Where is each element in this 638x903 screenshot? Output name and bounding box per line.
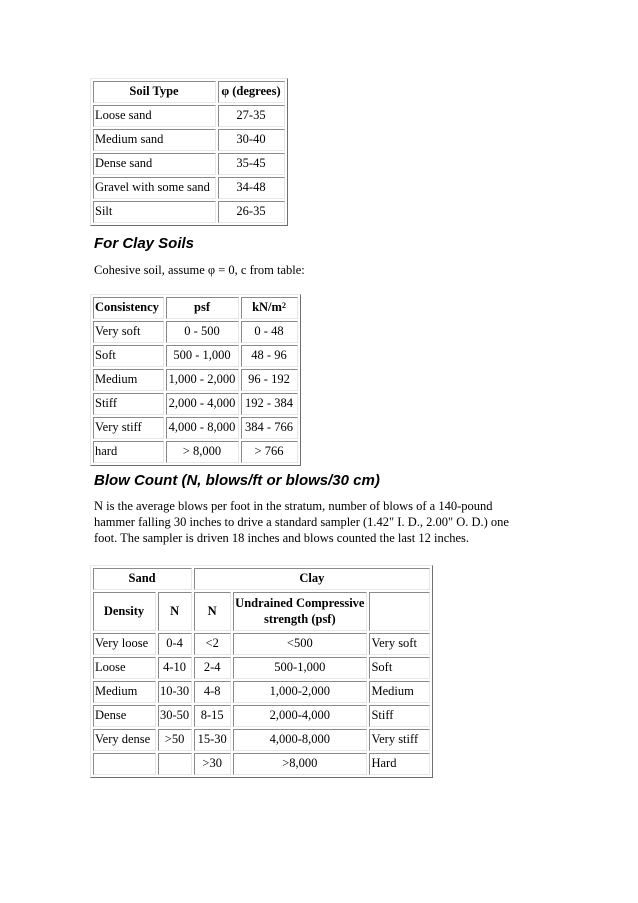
consistency-cell: Stiff [93, 393, 164, 415]
phi-cell: 26-35 [218, 201, 285, 223]
phi-cell: 34-48 [218, 177, 285, 199]
consistency-cell: hard [93, 441, 164, 463]
header-undrained-strength: Undrained Compressive strength (psf) [233, 592, 367, 631]
strength-cell: 500-1,000 [233, 657, 367, 679]
kn-cell: 0 - 48 [241, 321, 298, 343]
blow-count-line-1: N is the average blows per foot in the stratum, number of blows of a 140-pound [94, 499, 493, 513]
blow-count-paragraph [94, 498, 564, 546]
strength-cell: 1,000-2,000 [233, 681, 367, 703]
header-n-sand: N [158, 592, 192, 631]
soil-type-cell: Dense sand [93, 153, 216, 175]
superscript-2: 2 [281, 301, 286, 310]
density-cell [93, 753, 156, 775]
header-kn-m2: $kN/m^2$ [241, 297, 298, 319]
header-consistency: Consistency [93, 297, 164, 319]
strength-cell: 4,000-8,000 [233, 729, 367, 751]
clay-consistency-cell: Hard [369, 753, 430, 775]
clay-soils-heading: For Clay Soils [94, 235, 195, 252]
consistency-cell: Very stiff [93, 417, 164, 439]
psf-cell: > 8,000 [166, 441, 239, 463]
blow-count-table [90, 565, 433, 778]
group-header-sand: Sand [93, 568, 192, 590]
density-cell: Very dense [93, 729, 156, 751]
header-psf: psf [166, 297, 239, 319]
kn-cell: 96 - 192 [241, 369, 298, 391]
psf-cell: 0 - 500 [166, 321, 239, 343]
friction-angle-table [90, 78, 288, 226]
clay-consistency-cell: Very stiff [369, 729, 430, 751]
n-sand-cell: 4-10 [158, 657, 192, 679]
strength-cell: 2,000-4,000 [233, 705, 367, 727]
consistency-cell: Medium [93, 369, 164, 391]
psf-cell: 1,000 - 2,000 [166, 369, 239, 391]
consistency-cell: Soft [93, 345, 164, 367]
group-header-clay: Clay [194, 568, 430, 590]
n-sand-cell: 10-30 [158, 681, 192, 703]
n-clay-cell: 15-30 [194, 729, 231, 751]
blow-count-line-3: foot. The sampler is driven 18 inches and blows counted the last 12 inches. [94, 531, 470, 545]
n-clay-cell: 2-4 [194, 657, 231, 679]
strength-cell: <500 [233, 633, 367, 655]
psf-cell: 4,000 - 8,000 [166, 417, 239, 439]
n-sand-cell [158, 753, 192, 775]
strength-cell: >8,000 [233, 753, 367, 775]
header-density: Density [93, 592, 156, 631]
n-sand-cell: 0-4 [158, 633, 192, 655]
soil-type-cell: Medium sand [93, 129, 216, 151]
density-cell: Very loose [93, 633, 156, 655]
clay-soils-note: Cohesive soil, assume φ = 0, c from table: [94, 263, 305, 277]
kn-cell: 48 - 96 [241, 345, 298, 367]
header-consistency-blank [369, 592, 430, 631]
density-cell: Medium [93, 681, 156, 703]
density-cell: Dense [93, 705, 156, 727]
clay-consistency-cell: Soft [369, 657, 430, 679]
psf-cell: 2,000 - 4,000 [166, 393, 239, 415]
clay-consistency-table [90, 294, 301, 466]
phi-cell: 35-45 [218, 153, 285, 175]
clay-consistency-cell: Very soft [369, 633, 430, 655]
n-clay-cell: <2 [194, 633, 231, 655]
kn-cell: 192 - 384 [241, 393, 298, 415]
phi-cell: 27-35 [218, 105, 285, 127]
n-sand-cell: 30-50 [158, 705, 192, 727]
header-phi-degrees: φ (degrees) [218, 81, 285, 103]
header-n-clay: N [194, 592, 231, 631]
n-clay-cell: 4-8 [194, 681, 231, 703]
clay-consistency-cell: Medium [369, 681, 430, 703]
clay-consistency-cell: Stiff [369, 705, 430, 727]
n-clay-cell: 8-15 [194, 705, 231, 727]
density-cell: Loose [93, 657, 156, 679]
soil-type-cell: Gravel with some sand [93, 177, 216, 199]
consistency-cell: Very soft [93, 321, 164, 343]
n-clay-cell: >30 [194, 753, 231, 775]
blow-count-heading: Blow Count (N, blows/ft or blows/30 cm) [94, 472, 380, 489]
phi-cell: 30-40 [218, 129, 285, 151]
kn-cell: 384 - 766 [241, 417, 298, 439]
soil-type-cell: Silt [93, 201, 216, 223]
psf-cell: 500 - 1,000 [166, 345, 239, 367]
soil-type-cell: Loose sand [93, 105, 216, 127]
header-soil-type: Soil Type [93, 81, 216, 103]
blow-count-line-2: hammer falling 30 inches to drive a standard sampler (1.42" I. D., 2.00" O. D.) one [94, 515, 509, 529]
kn-cell: > 766 [241, 441, 298, 463]
n-sand-cell: >50 [158, 729, 192, 751]
